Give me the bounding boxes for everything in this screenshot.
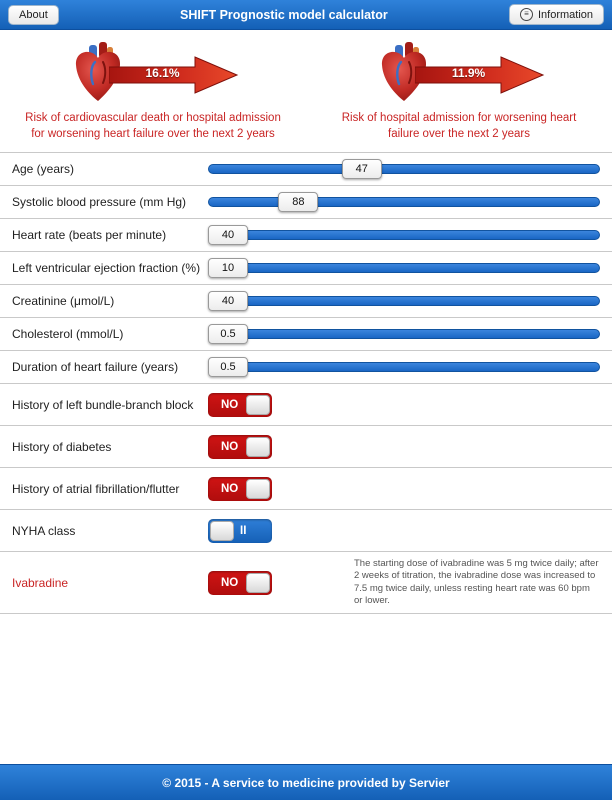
row-lbbb: [0, 384, 612, 426]
risk-arrow: [109, 55, 239, 95]
slider-label: Age (years): [12, 162, 75, 177]
page-title: SHIFT Prognostic model calculator: [180, 7, 388, 22]
row-cholesterol: [0, 318, 612, 351]
slider-track[interactable]: [208, 197, 600, 207]
diabetes-toggle[interactable]: [208, 435, 272, 459]
hf-duration-slider[interactable]: [208, 356, 600, 378]
risk-caption: Risk of hospital admission for worsening heart failure over the next 2 years: [341, 112, 577, 140]
row-hf-duration: [0, 351, 612, 384]
row-creatinine: [0, 285, 612, 318]
slider-track[interactable]: [208, 230, 600, 240]
slider-value-bubble[interactable]: 88: [278, 192, 318, 212]
result-graphic: [61, 42, 246, 108]
row-nyha: [0, 510, 612, 552]
toggle-knob[interactable]: [246, 573, 270, 593]
nyha-toggle[interactable]: [208, 519, 272, 543]
slider-value-bubble[interactable]: 0.5: [208, 324, 248, 344]
row-afib: [0, 468, 612, 510]
footer-bar: [0, 764, 612, 800]
row-lvef: [0, 252, 612, 285]
result-hospital-admission: [306, 42, 612, 142]
slider-label: Duration of heart failure (years): [12, 360, 179, 375]
slider-value-bubble[interactable]: 40: [208, 291, 248, 311]
slider-value-bubble[interactable]: 10: [208, 258, 248, 278]
row-heart-rate: [0, 219, 612, 252]
slider-track[interactable]: [208, 296, 600, 306]
lvef-slider[interactable]: [208, 257, 600, 279]
risk-percentage: 16.1%: [145, 66, 180, 80]
toggle-label: History of atrial fibrillation/flutter: [12, 481, 180, 496]
toggle-state-label: NO: [221, 576, 239, 589]
row-age: [0, 153, 612, 186]
information-button[interactable]: [509, 4, 604, 25]
result-graphic: [367, 42, 552, 108]
toggle-state-label: NO: [221, 440, 239, 453]
slider-label: Systolic blood pressure (mm Hg): [12, 195, 187, 210]
toggle-knob[interactable]: [246, 437, 270, 457]
afib-toggle[interactable]: [208, 477, 272, 501]
slider-track[interactable]: [208, 263, 600, 273]
risk-percentage: 11.9%: [451, 66, 486, 80]
slider-label: Creatinine (μmol/L): [12, 294, 115, 309]
parameters-list: [0, 152, 612, 614]
slider-value-bubble[interactable]: 0.5: [208, 357, 248, 377]
toggle-state-label: II: [240, 524, 247, 537]
slider-label: Cholesterol (mmol/L): [12, 327, 124, 342]
row-systolic-bp: [0, 186, 612, 219]
footer-text: © 2015 - A service to medicine provided by Servier: [162, 775, 450, 790]
information-icon: ≡: [520, 8, 533, 21]
results-section: [0, 30, 612, 146]
toggle-label: Ivabradine: [12, 575, 69, 590]
heart-rate-slider[interactable]: [208, 224, 600, 246]
toggle-knob[interactable]: [210, 521, 234, 541]
slider-label: Heart rate (beats per minute): [12, 228, 167, 243]
toggle-state-label: NO: [221, 482, 239, 495]
about-button-label: About: [19, 8, 48, 21]
about-button[interactable]: [8, 5, 59, 25]
slider-value-bubble[interactable]: 47: [342, 159, 382, 179]
cholesterol-slider[interactable]: [208, 323, 600, 345]
creatinine-slider[interactable]: [208, 290, 600, 312]
risk-caption: Risk of cardiovascular death or hospital admission for worsening heart failure over the next 2 years: [25, 112, 281, 140]
header-bar: [0, 0, 612, 30]
row-diabetes: [0, 426, 612, 468]
ivabradine-note: The starting dose of ivabradine was 5 mg twice daily; after 2 weeks of titration, the ivabradine dose was increased to 7.5 mg twice daily, unless resting heart rate was 60 bpm or lower.: [354, 558, 599, 607]
age-slider[interactable]: [208, 158, 600, 180]
systolic-bp-slider[interactable]: [208, 191, 600, 213]
toggle-knob[interactable]: [246, 479, 270, 499]
slider-track[interactable]: [208, 164, 600, 174]
information-button-label: Information: [537, 8, 593, 21]
slider-label: Left ventricular ejection fraction (%): [12, 261, 201, 276]
ivabradine-toggle[interactable]: [208, 571, 272, 595]
toggle-knob[interactable]: [246, 395, 270, 415]
toggle-label: NYHA class: [12, 523, 76, 538]
slider-value-bubble[interactable]: 40: [208, 225, 248, 245]
slider-track[interactable]: [208, 362, 600, 372]
slider-track[interactable]: [208, 329, 600, 339]
row-ivabradine: [0, 552, 612, 614]
toggle-label: History of left bundle-branch block: [12, 397, 194, 412]
toggle-state-label: NO: [221, 398, 239, 411]
risk-arrow: [415, 55, 545, 95]
lbbb-toggle[interactable]: [208, 393, 272, 417]
toggle-label: History of diabetes: [12, 439, 112, 454]
result-cv-death: [0, 42, 306, 142]
